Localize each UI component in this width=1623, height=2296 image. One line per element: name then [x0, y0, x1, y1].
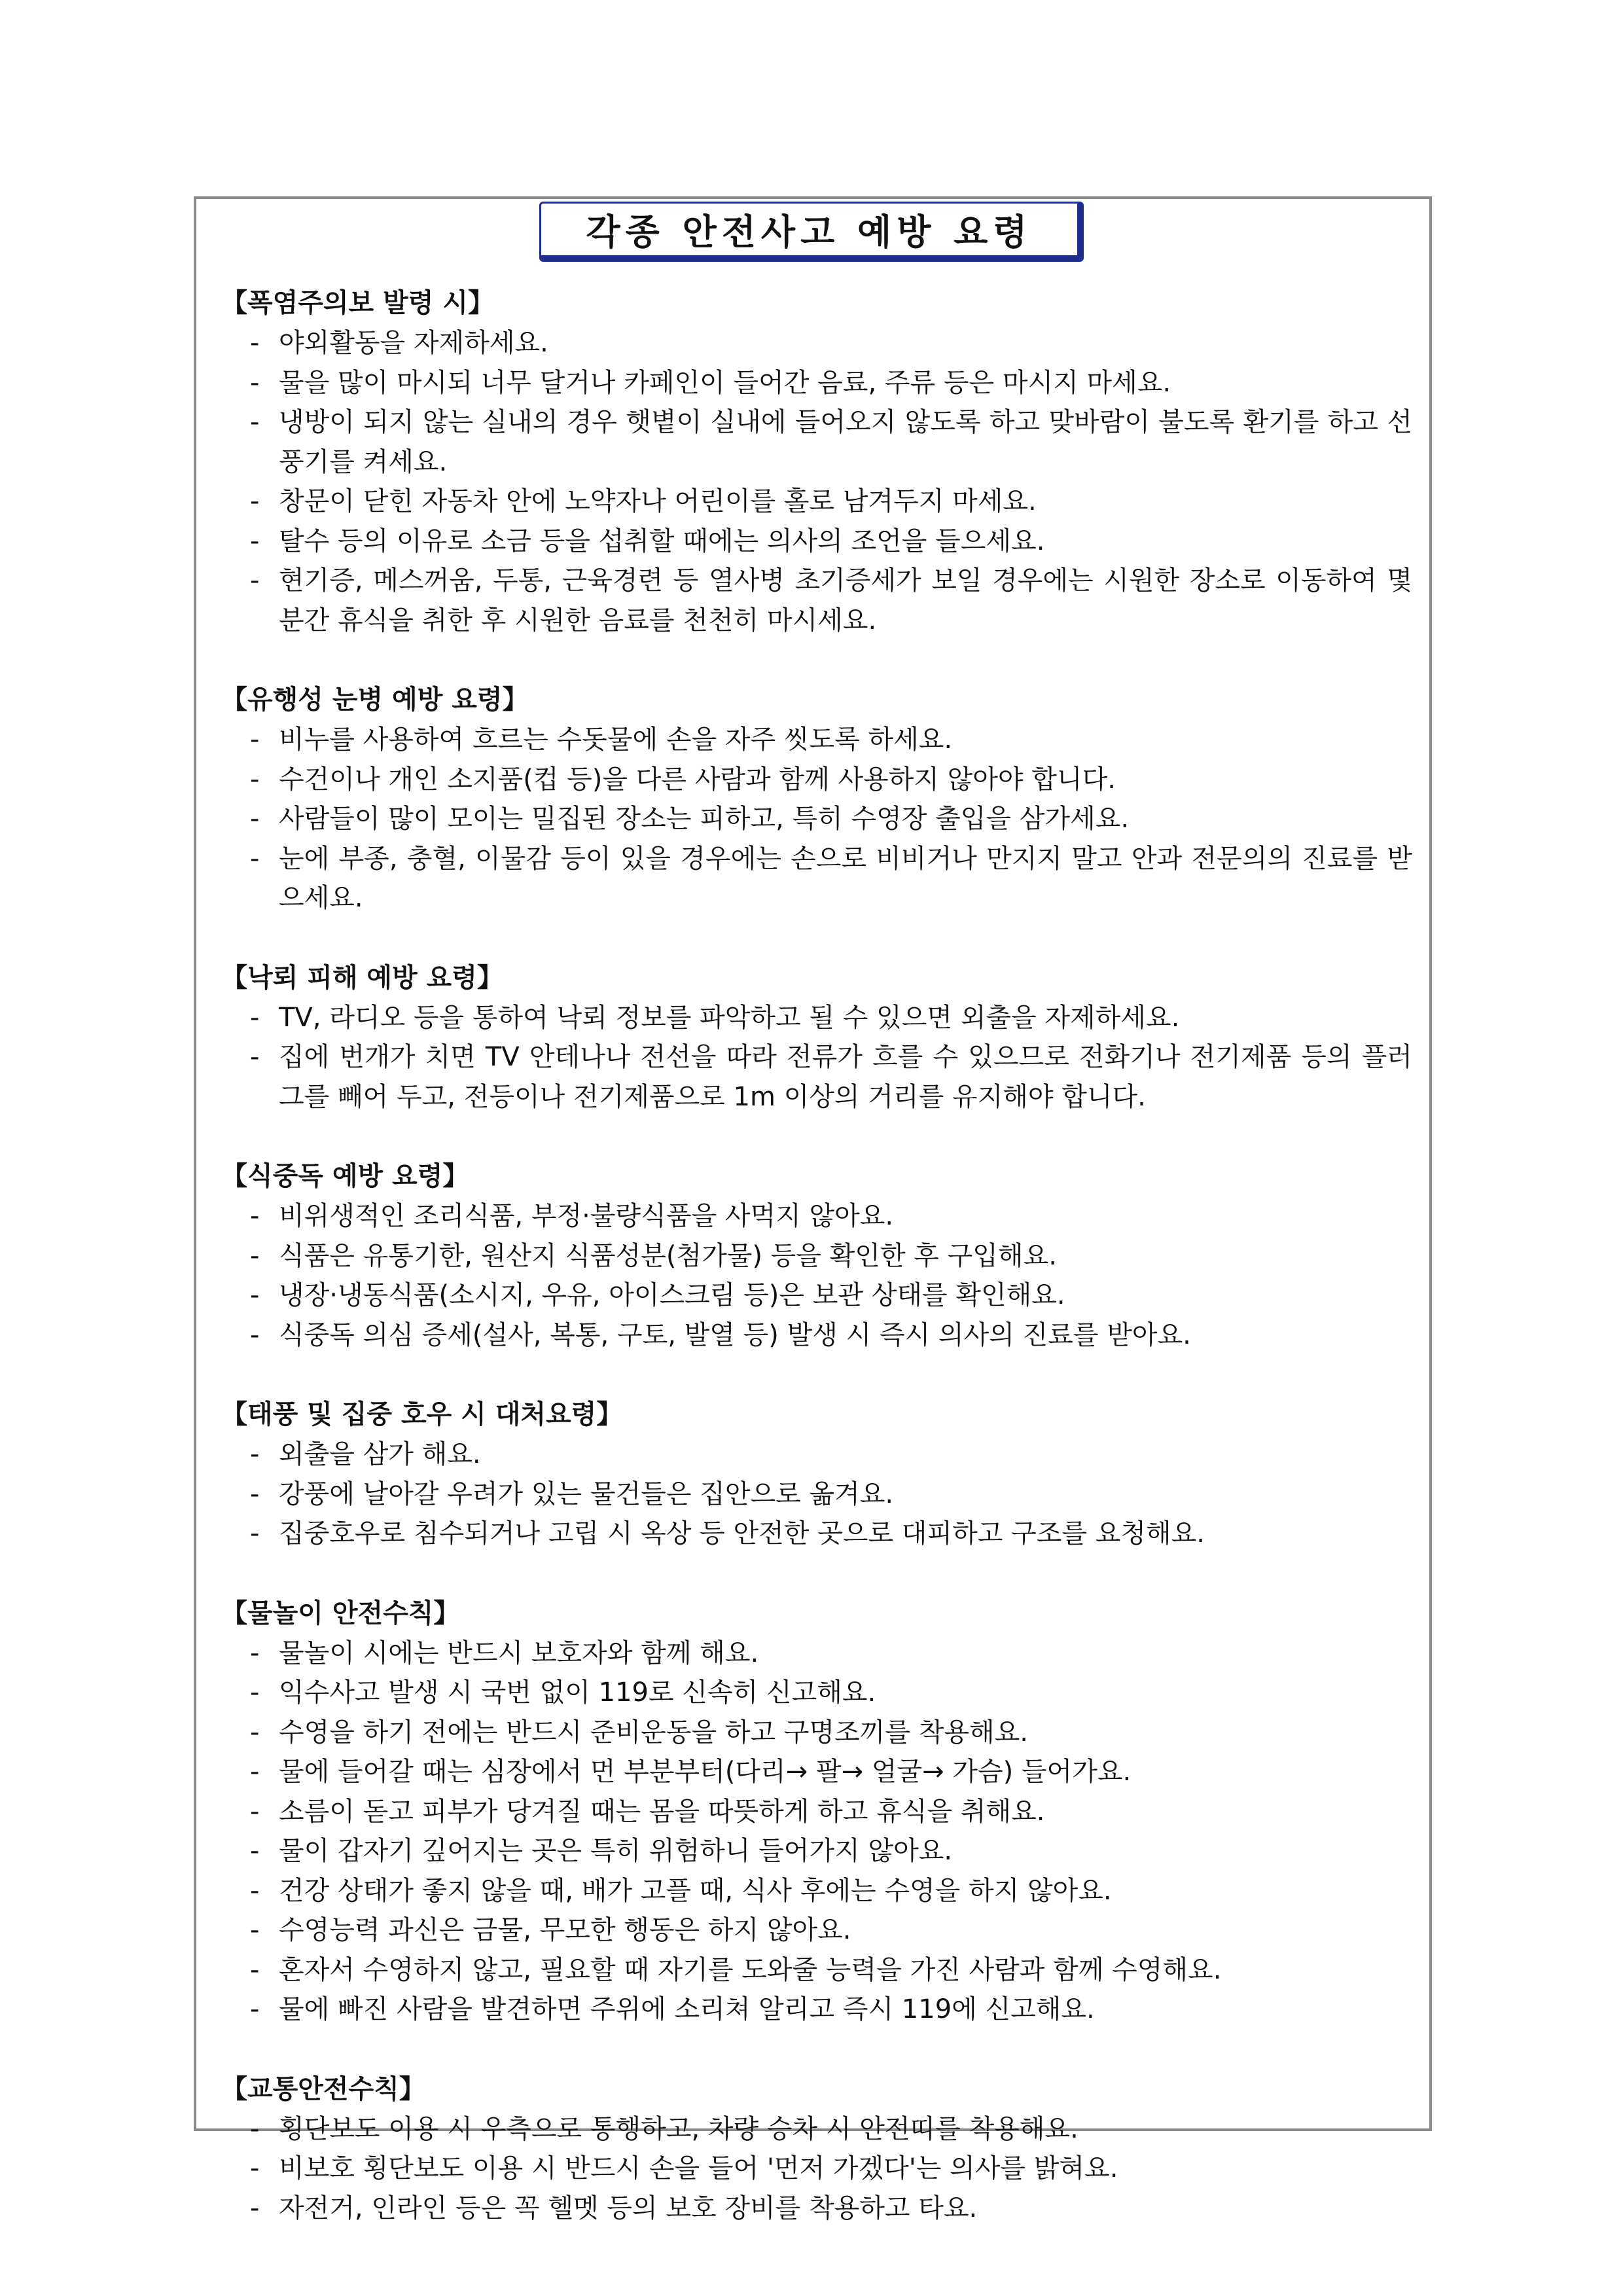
list-item: - 물이 갑자기 깊어지는 곳은 특히 위험하니 들어가지 않아요. — [250, 1836, 953, 1866]
item-text: 냉방이 되지 않는 실내의 경우 햇볕이 실내에 들어오지 않도록 하고 맞바람이 불도록 환기를 하고 선풍기를 켜세요. — [279, 407, 1412, 477]
list-item: - 외출을 삼가 해요. — [250, 1439, 481, 1469]
item-text: 비위생적인 조리식품, 부정·불량식품을 사먹지 않아요. — [279, 1201, 894, 1231]
list-item: - 사람들이 많이 모이는 밀집된 장소는 피하고, 특히 수영장 출입을 삼가세요. — [250, 804, 1130, 834]
item-text: 횡단보도 이용 시 우측으로 통행하고, 차량 승차 시 안전띠를 착용해요. — [279, 2113, 1079, 2144]
item-text: 혼자서 수영하지 않고, 필요할 때 자기를 도와줄 능력을 가진 사람과 함께 수영해요. — [279, 1954, 1222, 1985]
document-content — [221, 283, 1412, 2267]
item-list — [221, 1196, 1412, 1355]
item-text: 집에 번개가 치면 TV 안테나나 전선을 따라 전류가 흐를 수 있으므로 전화기나 전기제품 등의 플러그를 빼어 두고, 전등이나 전기제품으로 1m 이상의 거리를 유지해야 합니다. — [279, 1042, 1412, 1112]
item-text: 물을 많이 마시되 너무 달거나 카페인이 들어간 음료, 주류 등은 마시지 마세요. — [279, 367, 1171, 398]
section-typhoon — [221, 1394, 1412, 1554]
section-food-poisoning — [221, 1156, 1412, 1355]
list-item: - 물에 빠진 사람을 발견하면 주위에 소리쳐 알리고 즉시 119에 신고해요. — [250, 1994, 1095, 2024]
item-text: TV, 라디오 등을 통하여 낙뢰 정보를 파악하고 될 수 있으면 외출을 자제하세요. — [279, 1002, 1180, 1033]
item-text: 물이 갑자기 깊어지는 곳은 특히 위험하니 들어가지 않아요. — [279, 1836, 953, 1866]
item-text: 건강 상태가 좋지 않을 때, 배가 고플 때, 식사 후에는 수영을 하지 않아요. — [279, 1875, 1112, 1906]
list-item: - 자전거, 인라인 등은 꼭 헬멧 등의 보호 장비를 착용하고 타요. — [250, 2193, 978, 2223]
item-text: 외출을 삼가 해요. — [279, 1439, 481, 1469]
item-text: 비보호 횡단보도 이용 시 반드시 손을 들어 '먼저 가겠다'는 의사를 밝혀요. — [279, 2153, 1118, 2183]
section-heading: 【식중독 예방 요령】 — [221, 1161, 469, 1191]
item-text: 물에 빠진 사람을 발견하면 주위에 소리쳐 알리고 즉시 119에 신고해요. — [279, 1994, 1095, 2024]
item-text: 물놀이 시에는 반드시 보호자와 함께 해요. — [279, 1638, 759, 1668]
item-text: 식중독 의심 증세(설사, 복통, 구토, 발열 등) 발생 시 즉시 의사의 진료를 받아요. — [279, 1319, 1191, 1350]
list-item: - 강풍에 날아갈 우려가 있는 물건들은 집안으로 옮겨요. — [250, 1479, 894, 1509]
section-heading: 【유행성 눈병 예방 요령】 — [221, 685, 529, 715]
section-eye-disease — [221, 679, 1412, 918]
list-item: - 집중호우로 침수되거나 고립 시 옥상 등 안전한 곳으로 대피하고 구조를 요청해요. — [250, 1518, 1205, 1549]
section-heading: 【폭염주의보 발령 시】 — [221, 288, 494, 318]
list-item: - 비보호 횡단보도 이용 시 반드시 손을 들어 '먼저 가겠다'는 의사를 밝혀요. — [250, 2153, 1118, 2183]
item-text: 강풍에 날아갈 우려가 있는 물건들은 집안으로 옮겨요. — [279, 1479, 894, 1509]
item-text: 식품은 유통기한, 원산지 식품성분(첨가물) 등을 확인한 후 구입해요. — [279, 1240, 1057, 1271]
list-item: - 야외활동을 자제하세요. — [250, 328, 548, 358]
list-item: - 수영을 하기 전에는 반드시 준비운동을 하고 구명조끼를 착용해요. — [250, 1717, 1028, 1748]
item-text: 탈수 등의 이유로 소금 등을 섭취할 때에는 의사의 조언을 들으세요. — [279, 526, 1045, 556]
item-text: 비누를 사용하여 흐르는 수돗물에 손을 자주 씻도록 하세요. — [279, 725, 953, 755]
item-text: 냉장·냉동식품(소시지, 우유, 아이스크림 등)은 보관 상태를 확인해요. — [279, 1280, 1065, 1310]
section-heading: 【물놀이 안전수칙】 — [221, 1598, 460, 1628]
list-item: - 건강 상태가 좋지 않을 때, 배가 고플 때, 식사 후에는 수영을 하지 않아요. — [250, 1875, 1112, 1906]
section-lightning — [221, 958, 1412, 1117]
list-item: - 물을 많이 마시되 너무 달거나 카페인이 들어간 음료, 주류 등은 마시지 마세요. — [250, 367, 1171, 398]
section-traffic-safety — [221, 2069, 1412, 2229]
item-text: 수영을 하기 전에는 반드시 준비운동을 하고 구명조끼를 착용해요. — [279, 1717, 1028, 1748]
list-item: - 비위생적인 조리식품, 부정·불량식품을 사먹지 않아요. — [250, 1201, 894, 1231]
list-item: - 탈수 등의 이유로 소금 등을 섭취할 때에는 의사의 조언을 들으세요. — [250, 526, 1045, 556]
section-heading: 【낙뢰 피해 예방 요령】 — [221, 962, 503, 993]
list-item: - 횡단보도 이용 시 우측으로 통행하고, 차량 승차 시 안전띠를 착용해요. — [250, 2113, 1079, 2144]
item-list — [221, 2109, 1412, 2229]
list-item: - 물놀이 시에는 반드시 보호자와 함께 해요. — [250, 1638, 759, 1668]
list-item: - 수영능력 과신은 금물, 무모한 행동은 하지 않아요. — [250, 1915, 851, 1945]
list-item: - 수건이나 개인 소지품(컵 등)을 다른 사람과 함께 사용하지 않아야 합니다. — [250, 764, 1116, 795]
item-text: 집중호우로 침수되거나 고립 시 옥상 등 안전한 곳으로 대피하고 구조를 요청해요. — [279, 1518, 1205, 1549]
item-text: 자전거, 인라인 등은 꼭 헬멧 등의 보호 장비를 착용하고 타요. — [279, 2193, 978, 2223]
item-text: 현기증, 메스꺼움, 두통, 근육경련 등 열사병 초기증세가 보일 경우에는 시원한 장소로 이동하여 몇 분간 휴식을 취한 후 시원한 음료를 천천히 마시세요. — [279, 565, 1412, 636]
item-text: 물에 들어갈 때는 심장에서 먼 부분부터(다리→ 팔→ 얼굴→ 가슴) 들어가요. — [279, 1757, 1132, 1787]
list-item: - 익수사고 발생 시 국번 없이 119로 신속히 신고해요. — [250, 1677, 876, 1708]
section-heading: 【태풍 및 집중 호우 시 대처요령】 — [221, 1399, 623, 1429]
item-text: 소름이 돋고 피부가 당겨질 때는 몸을 따뜻하게 하고 휴식을 취해요. — [279, 1796, 1045, 1827]
item-text: 사람들이 많이 모이는 밀집된 장소는 피하고, 특히 수영장 출입을 삼가세요. — [279, 804, 1130, 834]
list-item: - TV, 라디오 등을 통하여 낙뢰 정보를 파악하고 될 수 있으면 외출을 자제하세요. — [250, 1002, 1180, 1033]
item-text: 익수사고 발생 시 국번 없이 119로 신속히 신고해요. — [279, 1677, 876, 1708]
list-item: - 눈에 부종, 충혈, 이물감 등이 있을 경우에는 손으로 비비거나 만지지 말고 안과 전문의의 진료를 받으세요. — [250, 843, 1412, 913]
list-item: - 물에 들어갈 때는 심장에서 먼 부분부터(다리→ 팔→ 얼굴→ 가슴) 들어가요. — [250, 1757, 1132, 1787]
list-item: - 혼자서 수영하지 않고, 필요할 때 자기를 도와줄 능력을 가진 사람과 함께 수영해요. — [250, 1954, 1222, 1985]
list-item: - 냉방이 되지 않는 실내의 경우 햇볕이 실내에 들어오지 않도록 하고 맞바람이 불도록 환기를 하고 선풍기를 켜세요. — [250, 407, 1412, 477]
item-text: 눈에 부종, 충혈, 이물감 등이 있을 경우에는 손으로 비비거나 만지지 말고 안과 전문의의 진료를 받으세요. — [279, 843, 1412, 913]
item-text: 창문이 닫힌 자동차 안에 노약자나 어린이를 홀로 남겨두지 마세요. — [279, 486, 1037, 516]
item-text: 야외활동을 자제하세요. — [279, 328, 548, 358]
item-list — [221, 720, 1412, 918]
item-list — [221, 323, 1412, 640]
section-water-safety — [221, 1593, 1412, 2030]
list-item: - 집에 번개가 치면 TV 안테나나 전선을 따라 전류가 흐를 수 있으므로 전화기나 전기제품 등의 플러그를 빼어 두고, 전등이나 전기제품으로 1m 이상의 거리를 유지해야 합니다. — [250, 1042, 1412, 1112]
item-text: 수건이나 개인 소지품(컵 등)을 다른 사람과 함께 사용하지 않아야 합니다. — [279, 764, 1116, 795]
item-text: 수영능력 과신은 금물, 무모한 행동은 하지 않아요. — [279, 1915, 851, 1945]
list-item: - 소름이 돋고 피부가 당겨질 때는 몸을 따뜻하게 하고 휴식을 취해요. — [250, 1796, 1045, 1827]
section-heading: 【교통안전수칙】 — [221, 2073, 425, 2104]
list-item: - 현기증, 메스꺼움, 두통, 근육경련 등 열사병 초기증세가 보일 경우에는 시원한 장소로 이동하여 몇 분간 휴식을 취한 후 시원한 음료를 천천히 마시세요. — [250, 565, 1412, 636]
list-item: - 비누를 사용하여 흐르는 수돗물에 손을 자주 씻도록 하세요. — [250, 725, 953, 755]
document-title: 각종 안전사고 예방 요령 — [586, 211, 1033, 253]
item-list — [221, 1435, 1412, 1554]
list-item: - 식중독 의심 증세(설사, 복통, 구토, 발열 등) 발생 시 즉시 의사의 진료를 받아요. — [250, 1319, 1191, 1350]
item-list — [221, 998, 1412, 1117]
section-heatwave — [221, 283, 1412, 640]
title-box — [539, 202, 1084, 262]
list-item: - 냉장·냉동식품(소시지, 우유, 아이스크림 등)은 보관 상태를 확인해요. — [250, 1280, 1065, 1310]
list-item: - 식품은 유통기한, 원산지 식품성분(첨가물) 등을 확인한 후 구입해요. — [250, 1240, 1057, 1271]
item-list — [221, 1634, 1412, 2030]
list-item: - 창문이 닫힌 자동차 안에 노약자나 어린이를 홀로 남겨두지 마세요. — [250, 486, 1037, 516]
